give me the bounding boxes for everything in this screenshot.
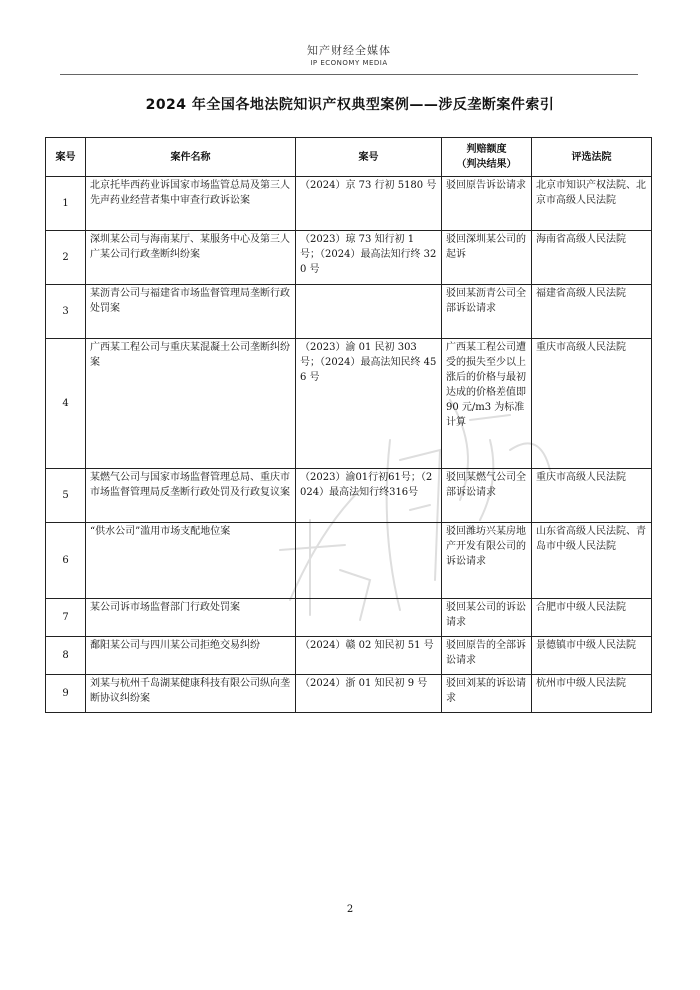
case-name: 深圳某公司与海南某厅、某服务中心及第三人广某公司行政垄断纠纷案	[86, 231, 296, 285]
selecting-court: 重庆市高级人民法院	[532, 339, 652, 469]
row-number: 1	[46, 177, 86, 231]
column-header-case-name: 案件名称	[86, 138, 296, 177]
table-row	[46, 231, 652, 285]
column-header-judgment	[442, 138, 532, 177]
judgment-result: 驳回潍坊兴某房地产开发有限公司的诉讼请求	[442, 523, 532, 599]
table-row	[46, 339, 652, 469]
case-number	[296, 523, 442, 599]
case-name: 某沥青公司与福建省市场监督管理局垄断行政处罚案	[86, 285, 296, 339]
judgment-header-main: 判赔额度	[466, 144, 507, 155]
judgment-header-sub: （判决结果）	[456, 159, 517, 170]
brand-name: 知产财经全媒体	[307, 44, 391, 57]
judgment-result: 驳回某公司的诉讼请求	[442, 599, 532, 637]
judgment-result: 广西某工程公司遭受的损失至少以上涨后的价格与最初达成的价格差值即 90 元/m3 为标准计算	[442, 339, 532, 469]
table-header-row	[46, 138, 652, 177]
row-number: 5	[46, 469, 86, 523]
case-name: 北京托毕西药业诉国家市场监管总局及第三人先声药业经营者集中审查行政诉讼案	[86, 177, 296, 231]
judgment-result: 驳回原告的全部诉讼请求	[442, 637, 532, 675]
document-title: 2024 年全国各地法院知识产权典型案例——涉反垄断案件索引	[145, 97, 555, 113]
selecting-court: 杭州市中级人民法院	[532, 675, 652, 713]
table-row	[46, 469, 652, 523]
column-header-case-number: 案号	[296, 138, 442, 177]
column-header-court: 评选法院	[532, 138, 652, 177]
row-number: 3	[46, 285, 86, 339]
page-number: 2	[346, 904, 354, 915]
case-name: 刘某与杭州千岛湖某健康科技有限公司纵向垄断协议纠纷案	[86, 675, 296, 713]
case-number	[296, 599, 442, 637]
row-number: 8	[46, 637, 86, 675]
case-number: （2023）渝 01 民初 303 号；（2024）最高法知民终 456 号	[296, 339, 442, 469]
judgment-result: 驳回某燃气公司全部诉讼请求	[442, 469, 532, 523]
table-row	[46, 599, 652, 637]
case-name: 某燃气公司与国家市场监督管理总局、重庆市市场监督管理局反垄断行政处罚及行政复议案	[86, 469, 296, 523]
row-number: 2	[46, 231, 86, 285]
table-row	[46, 177, 652, 231]
table-row	[46, 523, 652, 599]
selecting-court: 景德镇市中级人民法院	[532, 637, 652, 675]
judgment-result: 驳回刘某的诉讼请求	[442, 675, 532, 713]
row-number: 7	[46, 599, 86, 637]
page-header	[60, 44, 638, 75]
row-number: 6	[46, 523, 86, 599]
column-header-number: 案号	[46, 138, 86, 177]
selecting-court: 合肥市中级人民法院	[532, 599, 652, 637]
selecting-court: 北京市知识产权法院、北京市高级人民法院	[532, 177, 652, 231]
case-name: “供水公司”滥用市场支配地位案	[86, 523, 296, 599]
case-number: （2023）渝01行初61号；（2024）最高法知行终316号	[296, 469, 442, 523]
judgment-result: 驳回深圳某公司的起诉	[442, 231, 532, 285]
table-row	[46, 637, 652, 675]
case-number	[296, 285, 442, 339]
case-number: （2023）琼 73 知行初 1 号；（2024）最高法知行终 320 号	[296, 231, 442, 285]
selecting-court: 山东省高级人民法院、青岛市中级人民法院	[532, 523, 652, 599]
brand-name-english: IP ECONOMY MEDIA	[310, 59, 388, 67]
judgment-result: 驳回原告诉讼请求	[442, 177, 532, 231]
judgment-result: 驳回某沥青公司全部诉讼请求	[442, 285, 532, 339]
case-number: （2024）浙 01 知民初 9 号	[296, 675, 442, 713]
table-row	[46, 675, 652, 713]
selecting-court: 海南省高级人民法院	[532, 231, 652, 285]
case-name: 鄱阳某公司与四川某公司拒绝交易纠纷	[86, 637, 296, 675]
case-name: 某公司诉市场监督部门行政处罚案	[86, 599, 296, 637]
case-index-table	[45, 137, 652, 713]
case-number: （2024）赣 02 知民初 51 号	[296, 637, 442, 675]
selecting-court: 重庆市高级人民法院	[532, 469, 652, 523]
case-name: 广西某工程公司与重庆某混凝土公司垄断纠纷案	[86, 339, 296, 469]
case-number: （2024）京 73 行初 5180 号	[296, 177, 442, 231]
table-row	[46, 285, 652, 339]
row-number: 4	[46, 339, 86, 469]
row-number: 9	[46, 675, 86, 713]
selecting-court: 福建省高级人民法院	[532, 285, 652, 339]
